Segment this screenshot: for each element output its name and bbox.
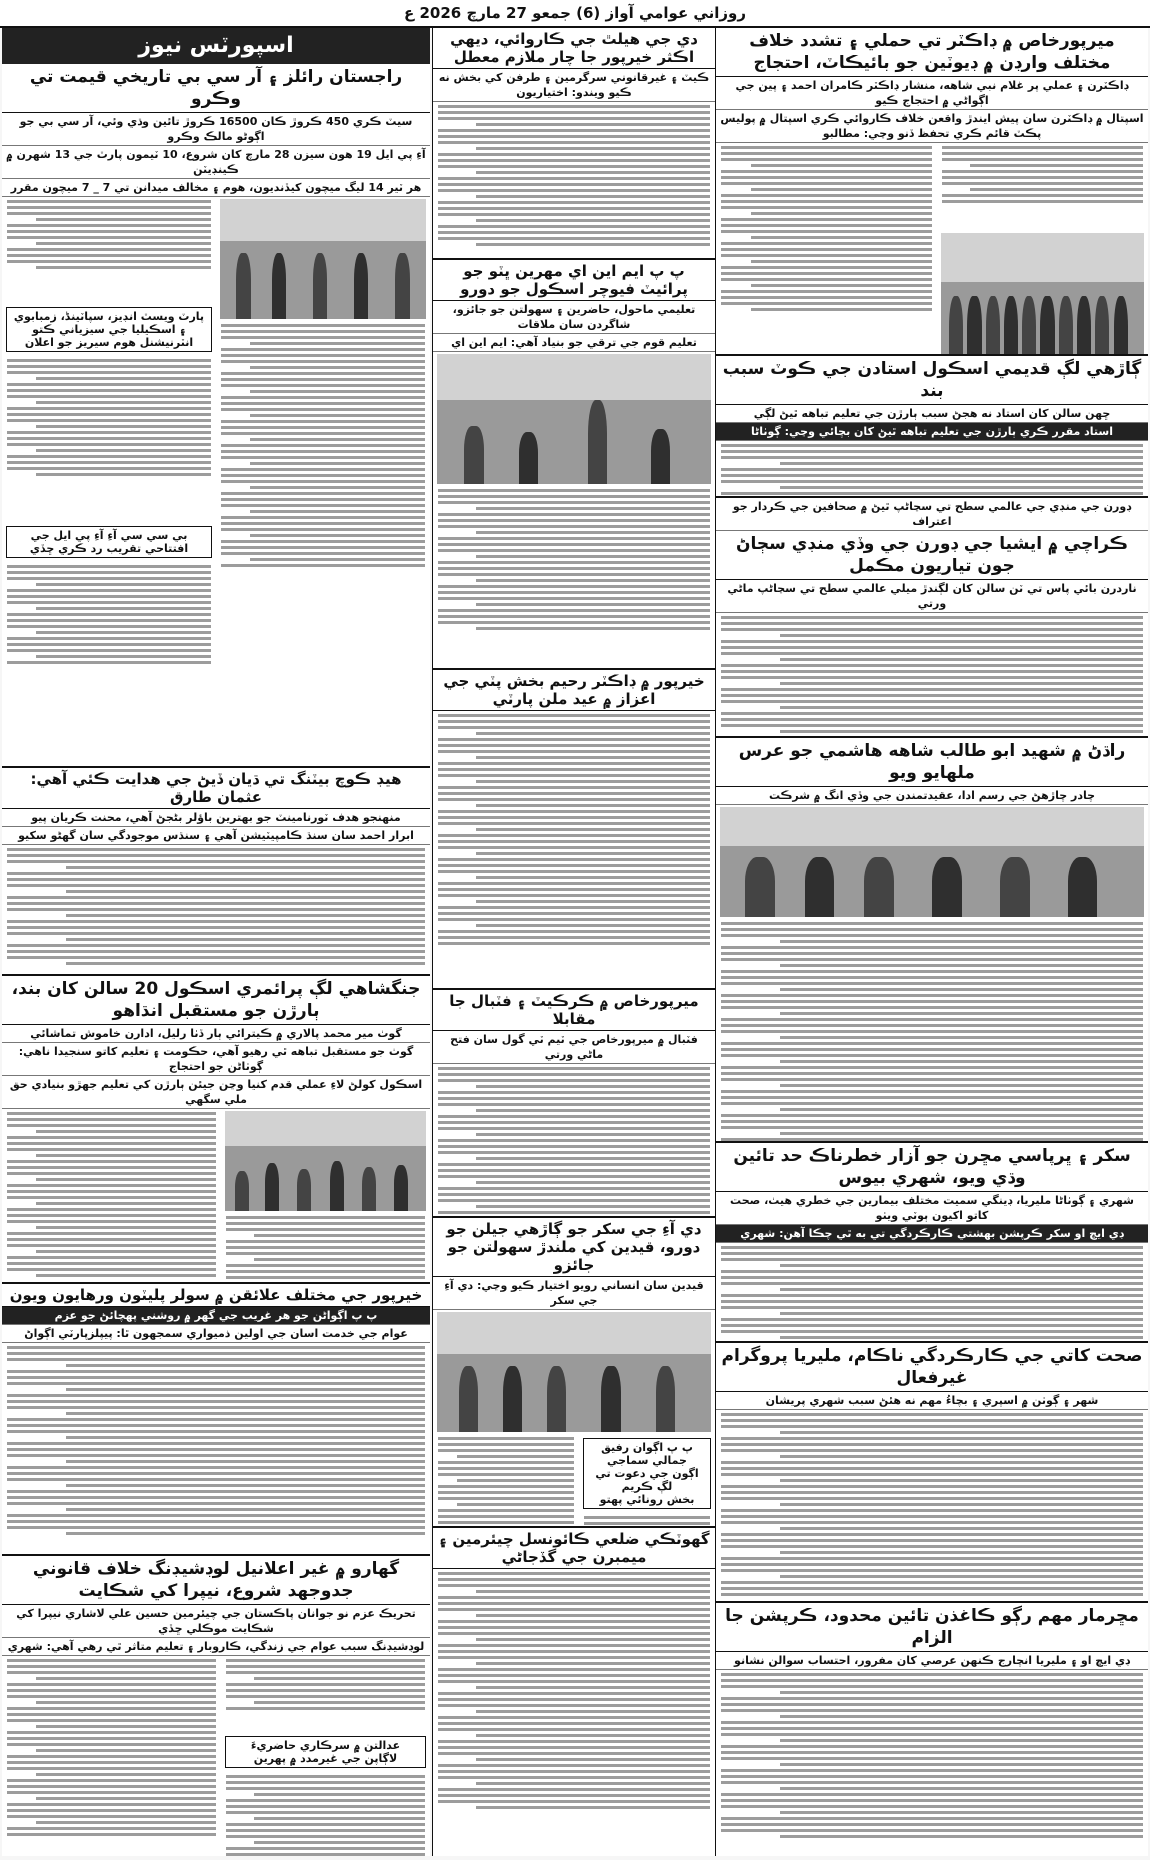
box-line: ۽ اسڪيليا جي سيزياني ڪتو xyxy=(32,323,186,336)
headline: هيڊ ڪوچ بيٽنگ تي ڌيان ڏيڻ جي هدايت ڪئي آهي: عثمان طارق xyxy=(2,768,430,809)
box-line: لاڳاپن جي غيرمدد ۾ پهرين xyxy=(253,1752,398,1765)
story-text xyxy=(579,1513,715,1528)
jail-visit-photo xyxy=(437,1312,711,1432)
cricket-trophy-photo xyxy=(220,199,426,319)
story-cricket-football xyxy=(433,990,715,1218)
sports-section xyxy=(2,28,430,768)
subheadline: ڇهن سالن کان استاد نه هجڻ سبب ٻارڙن جي تعليم تباهه ٿيڻ لڳي xyxy=(716,405,1148,423)
subheadline: تعليمي ماحول، حاضرين ۽ سهولتن جو جائزو، شاگردن سان ملاقات xyxy=(433,301,715,334)
headline: صحت کاتي جي ڪارڪردگي ناڪام، مليريا پروگرام غيرفعال xyxy=(716,1343,1148,1392)
story-school-visit xyxy=(433,260,715,670)
school-visit-photo xyxy=(437,354,711,484)
story-text xyxy=(221,1656,430,1732)
story-eid-party xyxy=(433,670,715,990)
story-text xyxy=(2,562,216,670)
subheadline: ناردرن بائي پاس تي ٽن سالن کان لڳندڙ ميلي عالمي سطح تي سڃاڻپ ماڻي ورتي xyxy=(716,580,1148,613)
headline: جنگشاهي لڳ پرائمري اسڪول 20 سالن کان بند، ٻارڙن جو مستقبل انڌاهو xyxy=(2,976,430,1025)
subheadline: هر ٽير 14 ليگ ميچون کيڏنديون، هوم ۽ مخالف ميدانن تي 7 _ 7 ميچون مقرر xyxy=(2,179,430,197)
subheadline: ڪيٽ ۽ غيرقانوني سرگرمين ۽ طرفن کي بخش نه ڪيو ويندو: اختياريون xyxy=(433,69,715,102)
headline: راجستان رائلز ۽ آر سي بي تاريخي قيمت تي وڪرو xyxy=(2,64,430,113)
story-doctor-protest xyxy=(716,28,1148,356)
box-line: بخش رونائي پهتو xyxy=(599,1493,695,1506)
subheadline: چادر چاڙهڻ جي رسم ادا، عقيدتمندن جي وڏي انگ ۾ شرڪت xyxy=(716,787,1148,805)
subheadline: اسڪول کولڻ لاءِ عملي قدم کنيا وڃن جيئن ٻارڙن کي تعليم جهڙو بنيادي حق ملي سگهي xyxy=(2,1076,430,1109)
subheadline: فٽبال ۾ ميرپورخاص جي ٽيم ٽي گول سان فتح ماڻي ورتي xyxy=(433,1031,715,1064)
headline: خيرپور جي مختلف علائقن ۾ سولر پليٽون ورهايون ويون xyxy=(2,1284,430,1307)
info-box xyxy=(225,1736,426,1768)
subheadline: تحريڪ عزم نو جوانان پاڪستان جي چيئرمين حسين علي لاشاري نيپرا کي شڪايت موڪلي ڇڏي xyxy=(2,1605,430,1638)
subheadline: ڊي ايڇ او سکر ڪرپشن بهشتي ڪارڪردگي تي به ٿي چڪا آهن: شهري xyxy=(716,1225,1148,1243)
story-kite-market xyxy=(716,498,1148,738)
subheadline: پ پ اڳواڻن جو هر غريب جي گهر ۾ روشني پهچائڻ جو عزم xyxy=(2,1307,430,1325)
story-text xyxy=(433,711,715,951)
story-text xyxy=(716,1243,1148,1343)
story-text xyxy=(221,1213,430,1284)
headline: پ پ ايم اين اي مهرين ڀٽو جو پرائيٽ فيوچر اسڪول جو دورو xyxy=(433,260,715,301)
story-loadshedding xyxy=(2,1556,430,1856)
box-line: عدالتن ۾ سرڪاري حاضريءَ xyxy=(250,1739,401,1752)
box-line: پ پ اڳوان رفيق جمالي سماجي xyxy=(601,1441,693,1467)
subheadline: ابرار احمد سان سنڌ ڪامپيٽيشن آهي ۽ سنڌس موجودگي سان گهڻو سکيو xyxy=(2,827,430,845)
subheadline: اسپتال ۾ ڊاڪٽرن سان پيش ايندڙ واقعن خلاف ڪاروائي ڪري اسپتال ۾ پوليس پڪٽ قائم ڪري تحفظ ڏنو وڃي: مطالبو xyxy=(716,110,1148,143)
story-usman-tariq xyxy=(2,768,430,976)
sports-banner: اسپورٽس نيوز xyxy=(2,28,430,64)
subheadline: منهنجو هدف ٽورنامينٽ جو بهترين باؤلر بڻجڻ آهي، محنت ڪريان پيو xyxy=(2,809,430,827)
masthead: روزاني عوامي آواز (6) جمعو 27 مارچ 2026 ع xyxy=(0,0,1150,28)
story-text xyxy=(716,1670,1148,1844)
story-spray-campaign xyxy=(716,1603,1148,1856)
story-text xyxy=(216,321,430,573)
headline: گهارو ۾ غير اعلانيل لوڊشيڊنگ خلاف قانوني جدوجهد شروع، نيپرا کي شڪايت xyxy=(2,1556,430,1605)
info-box xyxy=(6,526,212,558)
subheadline: عوام جي خدمت اسان جي اولين ذميواري سمجهون ٿا: پيپلزپارٽي اڳواڻ xyxy=(2,1325,430,1343)
story-text xyxy=(221,1772,430,1856)
protest-photo xyxy=(941,233,1144,356)
headline: راڌڻ ۾ شهيد ابو طالب شاهه هاشمي جو عرس ملهايو ويو xyxy=(716,738,1148,787)
headline: ڳاڙهي لڳ قديمي اسڪول استادن جي ڪوٽ سبب بند xyxy=(716,356,1148,405)
subheadline: ڊي ايڇ او ۽ مليريا انچارج ڪنهن عرصي کان مفرور، احتساب سوالن نشانو xyxy=(716,1652,1148,1670)
story-text xyxy=(716,1410,1148,1602)
subheadline: قيدين سان انساني رويو اختيار ڪيو وڃي: دي آءِ جي سکر xyxy=(433,1277,715,1310)
story-solar-plates xyxy=(2,1284,430,1556)
headline: دي جي هيلٿ جي ڪاروائي، ديهي اڪثر خيرپور جا چار ملازم معطل xyxy=(433,28,715,69)
subheadline: تعليم قوم جي ترقي جو بنياد آهي: ايم اين اي xyxy=(433,334,715,352)
headline: دي آءِ جي سکر جو ڳاڙهي جيلن جو دورو، قيدين کي ملندڙ سهولتن جو جائزو xyxy=(433,1218,715,1277)
story-text xyxy=(433,102,715,252)
story-jungshahi-school xyxy=(2,976,430,1284)
urs-photo xyxy=(720,807,1144,917)
story-text xyxy=(716,613,1148,738)
left-column xyxy=(2,28,430,1856)
subheadline: آءِ پي ايل 19 هون سيزن 28 مارچ کان شروع، 10 ٽيمون پارٽ جي 13 شهرن ۾ ڪينڊيٽن xyxy=(2,146,430,179)
story-text xyxy=(716,919,1148,1143)
story-text xyxy=(2,1343,430,1541)
box-line: بي سي سي آءِ آءِ پي ايل جي xyxy=(30,529,188,542)
info-box xyxy=(583,1438,711,1509)
box-line: اڳون جي دعوت تي لڳ ڪريم xyxy=(595,1467,699,1493)
story-text xyxy=(716,143,937,356)
story-text xyxy=(433,1064,715,1218)
story-health-suspension xyxy=(433,28,715,260)
headline: خيرپور ۾ ڊاڪٽر رحيم بخش پٽي جي اعزاز ۾ عيد ملن پارٽي xyxy=(433,670,715,711)
story-text xyxy=(2,1109,221,1284)
middle-column xyxy=(432,28,716,1856)
headline: سکر ۽ ڀرپاسي مڇرن جو آزار خطرناڪ حد تائين وڌي ويو، شهري بيوس xyxy=(716,1143,1148,1192)
subheadline: استاد مقرر ڪري ٻارڙن جي تعليم تباهه ٿيڻ کان بچائي وڃي: ڳوٺاڻا xyxy=(716,423,1148,441)
headline: ميرپورخاص ۾ ڪرڪيٽ ۽ فٽبال جا مقابلا xyxy=(433,990,715,1031)
right-column xyxy=(716,28,1148,1856)
subheadline: گوٺ جو مستقبل تباهه ٿي رهيو آهي، حڪومت ۽ تعليم کاتو سنجيدا ناهي: ڳوٺاڻن جو احتجاج xyxy=(2,1043,430,1076)
story-text xyxy=(433,1434,579,1528)
story-text xyxy=(937,143,1148,233)
headline: ڪراچي ۾ ايشيا جي ڊورن جي وڏي منڊي سڄاڻ جون تياريون مڪمل xyxy=(716,531,1148,580)
story-text xyxy=(2,1656,221,1856)
headline: گهوٽڪي ضلعي ڪائونسل چيئرمين ۽ ميمبرن جي گڏجاڻي xyxy=(433,1528,715,1569)
headline: مڇرمار مهم رڳو ڪاغذن تائين محدود، ڪرپشن جا الزام xyxy=(716,1603,1148,1652)
info-box xyxy=(6,307,212,352)
subheadline: گوٺ مير محمد پالاري ۾ ڪيترائي ٻار ڏٺا رليل، ادارن خاموش تماشائي xyxy=(2,1025,430,1043)
story-mosquitoes xyxy=(716,1143,1148,1343)
story-text xyxy=(2,356,216,522)
box-line: افتتاحي تقريب رد ڪري ڇڏي xyxy=(29,542,189,555)
story-council-meeting xyxy=(433,1528,715,1856)
story-text xyxy=(2,845,430,971)
story-jail-visit xyxy=(433,1218,715,1528)
story-school-closed xyxy=(716,356,1148,498)
box-line: پارٽ ويسٽ انڊيز، سپاٽينڈ، زمبابوي xyxy=(13,310,205,323)
subheadline: شهر ۽ ڳوٺن ۾ اسپري ۽ بچاءُ مهم نه هئڻ سبب شهري پريشان xyxy=(716,1392,1148,1410)
subheadline: شهري ۽ ڳوٺاڻا مليريا، ڊينگي سميت مختلف بيمارين جي خطري هيٺ، صحت کاتو اکيون ٻوٽي ويٺو xyxy=(716,1192,1148,1225)
story-text xyxy=(2,197,216,303)
headline: ميرپورخاص ۾ ڊاڪٽر تي حملي ۽ تشدد خلاف مختلف وارڊن ۾ ڊيوٽين جو بائيڪاٽ، احتجاج xyxy=(716,28,1148,77)
subheadline: لوڊشيڊنگ سبب عوام جي زندگي، ڪاروبار ۽ تعليم متاثر ٿي رهي آهي: شهري xyxy=(2,1638,430,1656)
story-text xyxy=(433,1569,715,1815)
subheadline: ڊاڪٽرن ۽ عملي پر غلام نبي شاهه، منشار ڊاڪٽر ڪامران احمد ۽ پين جي اڳواڻي ۾ احتجاج ڪيو xyxy=(716,77,1148,110)
subheadline: سيٽ ڪري 450 ڪروڙ ڪان 16500 ڪروڙ تائين وڌي وئي، آر سي بي جو اڳوڻو مالڪ وڪرو xyxy=(2,113,430,146)
story-text xyxy=(433,486,715,636)
story-text xyxy=(716,441,1148,498)
story-health-dept xyxy=(716,1343,1148,1603)
story-urs xyxy=(716,738,1148,1143)
subheadline: ڊورن جي منڊي جي عالمي سطح تي سڃاڻپ ٿيڻ ۾ صحافين جي ڪردار جو اعتراف xyxy=(716,498,1148,531)
children-photo xyxy=(225,1111,426,1211)
box-line: انٽرنيشنل هوم سيريز جو اعلان xyxy=(24,336,194,349)
